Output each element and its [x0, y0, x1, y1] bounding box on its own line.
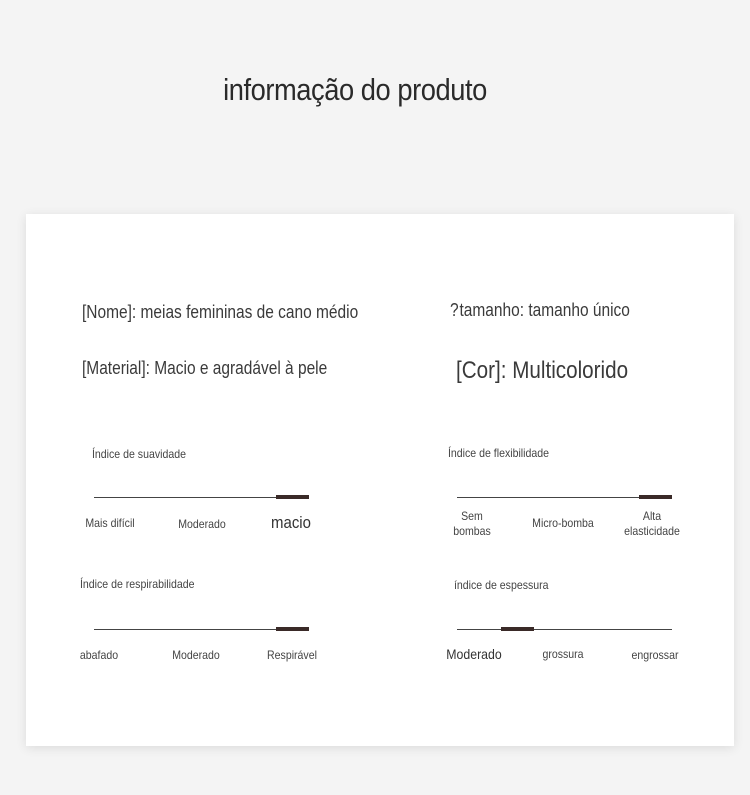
thickness-label-moderate: Moderado	[446, 646, 502, 662]
product-material: [Material]: Macio e agradável à pele	[82, 358, 328, 378]
flexibility-label-micro: Micro-bomba	[532, 516, 594, 530]
breathability-marker	[276, 627, 309, 631]
thickness-label-thicken: engrossar	[631, 648, 679, 662]
softness-label-hard: Mais difícil	[85, 516, 135, 530]
breathability-label-breathable: Respirável	[267, 648, 317, 662]
softness-scale-title: Índice de suavidade	[92, 447, 186, 461]
softness-label-moderate: Moderado	[178, 517, 226, 531]
product-name: [Nome]: meias femininas de cano médio	[82, 302, 359, 322]
softness-marker	[276, 495, 309, 499]
flexibility-marker	[639, 495, 672, 499]
breathability-label-moderate: Moderado	[172, 648, 220, 662]
missing-glyph-icon: ?	[450, 300, 459, 320]
product-size	[450, 300, 630, 321]
breathability-label-stuffy: abafado	[79, 648, 119, 662]
flexibility-label-high: Alta elasticidade	[624, 509, 680, 538]
softness-label-soft: macio	[271, 513, 311, 532]
flexibility-label-none: Sem bombas	[453, 509, 491, 538]
thickness-scale-title: índice de espessura	[454, 578, 549, 592]
product-size-text: tamanho: tamanho único	[459, 300, 630, 320]
product-info-card	[26, 214, 734, 746]
product-color: [Cor]: Multicolorido	[456, 357, 629, 384]
thickness-track	[457, 629, 672, 630]
thickness-label-thick: grossura	[542, 647, 584, 661]
page-title: informação do produto	[223, 72, 487, 107]
flexibility-scale-title: Índice de flexibilidade	[448, 446, 549, 460]
breathability-scale-title: Índice de respirabilidade	[80, 577, 195, 591]
thickness-marker	[501, 627, 534, 631]
